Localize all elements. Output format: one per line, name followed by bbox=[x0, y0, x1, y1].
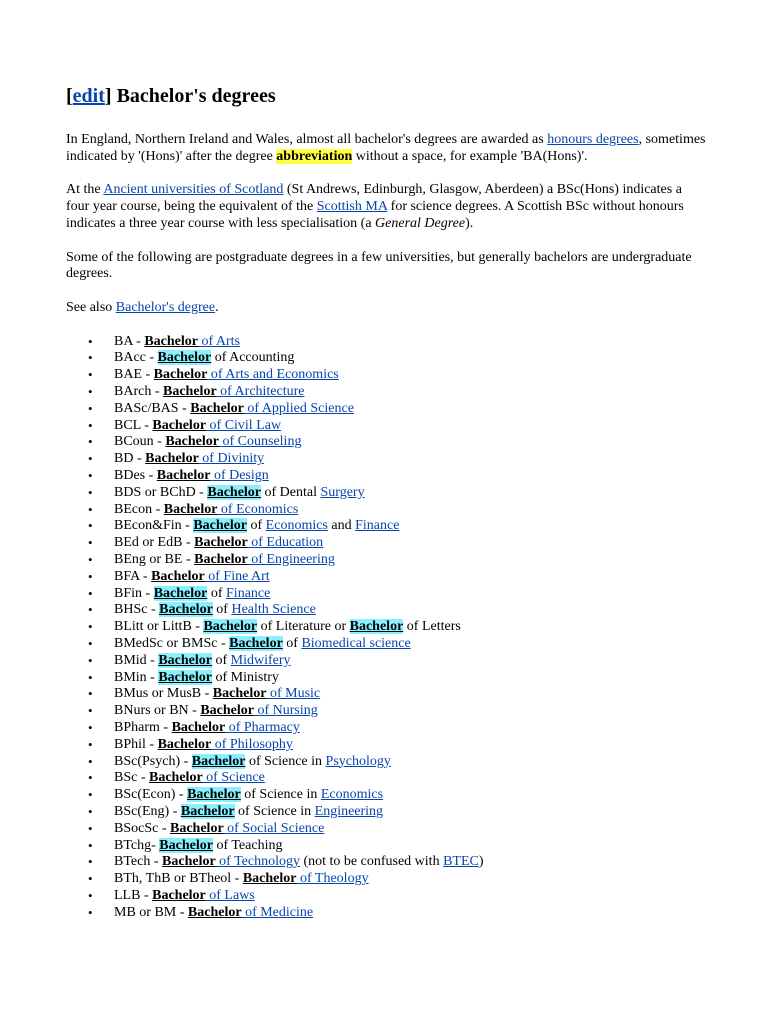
list-item bbox=[114, 686, 708, 703]
bachelor-term: Bachelor bbox=[349, 619, 404, 635]
degree-abbreviation: BEcon - bbox=[114, 501, 164, 517]
text-segment: for science degrees. A Scottish BSc without honours indicates a three year course with less specialisation (a bbox=[66, 199, 684, 231]
bachelor-term: Bachelor bbox=[149, 770, 203, 786]
bachelor-term: Bachelor bbox=[153, 367, 208, 383]
list-item bbox=[114, 720, 708, 737]
degree-abbreviation: BLitt or LittB - bbox=[114, 619, 204, 635]
bachelor-term: Bachelor bbox=[193, 518, 247, 534]
degree-link[interactable]: of Technology bbox=[215, 854, 300, 870]
degree-text: of Science in bbox=[240, 787, 321, 803]
list-item bbox=[114, 502, 708, 519]
bachelor-term: Bachelor bbox=[171, 719, 226, 735]
degree-abbreviation: BTech - bbox=[114, 854, 163, 870]
text-segment: ). bbox=[465, 215, 474, 231]
list-item bbox=[114, 586, 708, 603]
degree-link[interactable]: of Theology bbox=[296, 871, 369, 887]
degree-abbreviation: BSc(Psych) - bbox=[114, 753, 192, 769]
degree-abbreviation: BMin - bbox=[114, 669, 159, 685]
list-item bbox=[114, 602, 708, 619]
bachelor-term: Bachelor bbox=[200, 703, 254, 719]
degree-link[interactable]: of Economics bbox=[217, 501, 299, 517]
degree-link[interactable]: of Fine Art bbox=[204, 568, 270, 584]
bachelor-term: Bachelor bbox=[152, 887, 206, 903]
degree-link[interactable]: Finance bbox=[226, 585, 271, 601]
list-item bbox=[114, 535, 708, 552]
bachelor-term: Bachelor bbox=[242, 871, 297, 887]
bachelor-term: Bachelor bbox=[212, 686, 267, 702]
degree-list bbox=[66, 334, 708, 922]
degree-abbreviation: BNurs or BN - bbox=[114, 703, 201, 719]
bachelor-term: Bachelor bbox=[163, 384, 217, 400]
degree-abbreviation: BASc/BAS - bbox=[114, 400, 191, 416]
degree-link[interactable]: of Architecture bbox=[216, 384, 305, 400]
edit-link[interactable]: edit bbox=[72, 85, 105, 107]
degree-text: of Dental bbox=[261, 484, 321, 500]
bachelor-term: Bachelor bbox=[157, 350, 212, 366]
list-item bbox=[114, 434, 708, 451]
highlighted-term: abbreviation bbox=[276, 148, 353, 164]
degree-abbreviation: BAcc - bbox=[114, 350, 158, 366]
degree-link[interactable]: Engineering bbox=[314, 803, 384, 819]
text-segment: (St Andrews, Edinburgh, Glasgow, Aberdeen) a BSc(Hons) indicates a four year course, being the equivalent of the bbox=[66, 182, 682, 215]
paragraph-scotland bbox=[66, 182, 708, 232]
degree-text: (not to be confused with bbox=[299, 854, 444, 870]
degree-abbreviation: BDes - bbox=[114, 468, 157, 483]
section-title: Bachelor's degrees bbox=[111, 85, 276, 107]
bachelor-term: Bachelor bbox=[144, 333, 198, 349]
bachelor-term: Bachelor bbox=[153, 585, 208, 601]
degree-abbreviation: BMus or MusB - bbox=[114, 686, 213, 702]
bracket-open: [ bbox=[66, 85, 73, 107]
text-segment: , sometimes indicated by '(Hons)' after the degree bbox=[66, 132, 706, 164]
degree-abbreviation: BSc - bbox=[114, 770, 149, 786]
list-item bbox=[114, 888, 708, 905]
degree-abbreviation: BCL - bbox=[114, 417, 153, 433]
degree-text: of Science in bbox=[234, 803, 315, 819]
ancient-universities-link[interactable]: Ancient universities of Scotland bbox=[103, 182, 284, 198]
degree-text: of Accounting bbox=[211, 350, 295, 366]
degree-abbreviation: BEng or BE - bbox=[114, 551, 195, 567]
list-item bbox=[114, 754, 708, 771]
degree-link[interactable]: of Design bbox=[210, 468, 269, 483]
degree-link[interactable]: of Science bbox=[202, 770, 265, 786]
bachelor-term: Bachelor bbox=[207, 484, 262, 500]
list-item bbox=[114, 703, 708, 720]
degree-link[interactable]: of Civil Law bbox=[206, 417, 282, 433]
degree-abbreviation: BMid - bbox=[114, 652, 159, 668]
bachelor-term: Bachelor bbox=[159, 837, 213, 853]
bachelor-term: Bachelor bbox=[162, 854, 216, 870]
degree-link[interactable]: BTEC bbox=[443, 854, 479, 870]
degree-link[interactable]: Economics bbox=[265, 518, 328, 534]
degree-link[interactable]: of Divinity bbox=[198, 451, 265, 467]
text-segment: . bbox=[215, 299, 219, 315]
list-item bbox=[114, 367, 708, 384]
degree-text: of bbox=[212, 602, 232, 618]
degree-abbreviation: BEd or EdB - bbox=[114, 535, 195, 551]
bachelor-term: Bachelor bbox=[170, 820, 224, 836]
degree-link[interactable]: of Education bbox=[247, 535, 324, 551]
list-item bbox=[114, 350, 708, 367]
text-segment: At the bbox=[66, 182, 104, 198]
paragraph-see-also bbox=[66, 300, 708, 317]
bachelor-term: Bachelor bbox=[159, 602, 213, 618]
list-item bbox=[114, 451, 708, 468]
degree-abbreviation: BPharm - bbox=[114, 719, 172, 735]
paragraph-honours bbox=[66, 132, 708, 165]
list-item bbox=[114, 670, 708, 687]
scottish-ma-link[interactable]: Scottish MA bbox=[316, 199, 388, 215]
list-item bbox=[114, 418, 708, 435]
degree-abbreviation: LLB - bbox=[114, 887, 153, 903]
degree-link[interactable]: Midwifery bbox=[230, 652, 291, 668]
text-segment: without a space, for example 'BA(Hons)'. bbox=[352, 148, 588, 164]
bachelor-term: Bachelor bbox=[157, 736, 212, 752]
bachelor-term: Bachelor bbox=[158, 652, 212, 668]
degree-text: of bbox=[207, 585, 227, 601]
degree-abbreviation: BD - bbox=[114, 451, 146, 467]
degree-text: of bbox=[247, 518, 266, 534]
list-item bbox=[114, 770, 708, 787]
degree-abbreviation: BEcon&Fin - bbox=[114, 518, 194, 534]
degree-abbreviation: BPhil - bbox=[114, 736, 158, 752]
list-item bbox=[114, 485, 708, 502]
degree-link[interactable]: of Counseling bbox=[219, 434, 302, 450]
list-item bbox=[114, 384, 708, 401]
degree-abbreviation: BSocSc - bbox=[114, 820, 170, 836]
text-segment: See also bbox=[66, 299, 116, 315]
degree-link[interactable]: Finance bbox=[355, 518, 400, 534]
degree-text: of bbox=[212, 652, 231, 668]
bachelor-term: Bachelor bbox=[187, 787, 241, 803]
degree-text: of Teaching bbox=[212, 837, 283, 853]
degree-abbreviation: BCoun - bbox=[114, 434, 166, 450]
degree-link[interactable]: of Medicine bbox=[241, 904, 314, 920]
degree-text: of bbox=[282, 635, 302, 651]
degree-abbreviation: BFin - bbox=[114, 585, 154, 601]
bachelor-term: Bachelor bbox=[145, 451, 199, 467]
degree-abbreviation: BSc(Eng) - bbox=[114, 803, 181, 819]
list-item bbox=[114, 636, 708, 653]
list-item bbox=[114, 737, 708, 754]
degree-abbreviation: BDS or BChD - bbox=[114, 484, 208, 500]
degree-abbreviation: BA - bbox=[114, 333, 145, 349]
bachelor-term: Bachelor bbox=[156, 468, 211, 483]
degree-link[interactable]: of Arts and Economics bbox=[207, 367, 339, 383]
degree-abbreviation: BSc(Econ) - bbox=[114, 787, 188, 803]
bachelor-term: Bachelor bbox=[165, 434, 219, 450]
list-item bbox=[114, 905, 708, 922]
degree-link[interactable]: Economics bbox=[320, 787, 384, 803]
list-item bbox=[114, 552, 708, 569]
bachelor-term: Bachelor bbox=[187, 904, 242, 920]
degree-abbreviation: BTh, ThB or BTheol - bbox=[114, 871, 243, 887]
degree-abbreviation: MB or BM - bbox=[114, 904, 188, 920]
section-heading bbox=[66, 84, 708, 108]
list-item bbox=[114, 804, 708, 821]
list-item bbox=[114, 854, 708, 871]
bachelor-term: Bachelor bbox=[163, 501, 218, 517]
bachelor-term: Bachelor bbox=[194, 535, 248, 551]
degree-link[interactable]: of Laws bbox=[205, 887, 255, 903]
paragraph-postgraduate: Some of the following are postgraduate degrees in a few universities, but generally bachelors are undergraduate degrees. bbox=[66, 249, 692, 282]
degree-text: ) bbox=[478, 854, 484, 870]
degree-link[interactable]: of Engineering bbox=[247, 551, 335, 567]
list-item bbox=[114, 619, 708, 636]
degree-link[interactable]: Surgery bbox=[320, 484, 365, 500]
list-item bbox=[114, 518, 708, 535]
list-item bbox=[114, 838, 708, 855]
degree-abbreviation: BTchg- bbox=[114, 837, 160, 853]
degree-abbreviation: BAE - bbox=[114, 367, 154, 383]
degree-abbreviation: BHSc - bbox=[114, 602, 160, 618]
degree-link[interactable]: Psychology bbox=[325, 753, 391, 769]
list-item bbox=[114, 334, 708, 351]
honours-degrees-link[interactable]: honours degrees bbox=[547, 132, 639, 147]
degree-link[interactable]: of Social Science bbox=[223, 820, 325, 836]
list-item bbox=[114, 653, 708, 670]
degree-text: and bbox=[327, 518, 356, 534]
bachelor-term: Bachelor bbox=[203, 619, 258, 635]
degree-abbreviation: BArch - bbox=[114, 384, 163, 400]
degree-link[interactable]: of Arts bbox=[198, 333, 240, 349]
bachelor-term: Bachelor bbox=[151, 568, 205, 584]
bachelor-term: Bachelor bbox=[194, 551, 248, 567]
bachelors-degree-link[interactable]: Bachelor's degree bbox=[115, 299, 216, 315]
degree-text: of Literature or bbox=[257, 619, 350, 635]
degree-abbreviation: BMedSc or BMSc - bbox=[114, 635, 230, 651]
degree-text: of Letters bbox=[403, 619, 461, 635]
list-item bbox=[114, 401, 708, 418]
general-degree-term: General Degree bbox=[375, 215, 466, 231]
bachelor-term: Bachelor bbox=[152, 417, 207, 433]
bracket-close: ] bbox=[104, 85, 112, 107]
bachelor-term: Bachelor bbox=[180, 803, 235, 819]
degree-text: of Ministry bbox=[212, 669, 279, 685]
bachelor-term: Bachelor bbox=[191, 753, 246, 769]
list-item bbox=[114, 787, 708, 804]
bachelor-term: Bachelor bbox=[158, 669, 212, 685]
degree-link[interactable]: of Nursing bbox=[254, 703, 318, 719]
degree-link[interactable]: of Pharmacy bbox=[225, 719, 300, 735]
degree-abbreviation: BFA - bbox=[114, 568, 152, 584]
degree-link[interactable]: of Applied Science bbox=[243, 400, 354, 416]
degree-link[interactable]: of Music bbox=[266, 686, 321, 702]
bachelor-term: Bachelor bbox=[229, 635, 283, 651]
list-item bbox=[114, 871, 708, 888]
list-item bbox=[114, 468, 708, 485]
list-item bbox=[114, 821, 708, 838]
list-item bbox=[114, 569, 708, 586]
text-segment: In England, Northern Ireland and Wales, almost all bachelor's degrees are awarded as bbox=[66, 132, 548, 147]
bachelor-term: Bachelor bbox=[190, 400, 244, 416]
degree-link[interactable]: of Philosophy bbox=[211, 736, 293, 752]
degree-text: of Science in bbox=[245, 753, 326, 769]
degree-link[interactable]: Biomedical science bbox=[301, 635, 411, 651]
degree-link[interactable]: Health Science bbox=[231, 602, 316, 618]
